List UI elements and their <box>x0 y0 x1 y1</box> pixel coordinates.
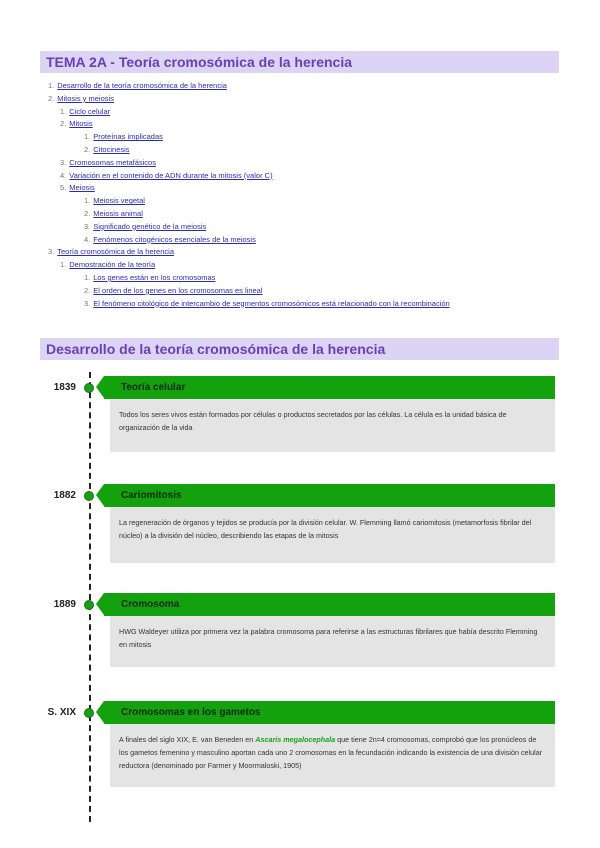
table-of-contents <box>48 80 568 310</box>
event-year: 1889 <box>53 599 76 610</box>
toc-item[interactable]: 3. Cromosomas metafásicos <box>60 157 156 167</box>
toc-item[interactable]: 1. Meiosis vegetal <box>84 196 145 206</box>
toc-link[interactable]: Ciclo celular <box>69 106 111 116</box>
event-title: Cromosomas en los gametos <box>104 701 555 724</box>
toc-link[interactable]: Significado genético de la meiosis <box>93 221 207 231</box>
toc-item[interactable]: 1. Ciclo celular <box>60 106 111 116</box>
toc-item[interactable]: 2. Mitosis <box>60 119 93 129</box>
species-name: Ascaris megalocephala <box>255 735 336 744</box>
timeline-dot-icon <box>84 600 94 610</box>
toc-item[interactable]: 2. Meiosis animal <box>84 208 143 218</box>
toc-link[interactable]: Meiosis <box>69 183 95 193</box>
toc-link[interactable]: El orden de los genes en los cromosomas es lineal <box>93 285 263 295</box>
toc-item[interactable]: 1. Demostración de la teoría <box>60 260 156 270</box>
toc-link[interactable]: Cromosomas metafásicos <box>69 157 156 167</box>
toc-item[interactable]: 1. Los genes están en los cromosomas <box>84 272 216 282</box>
event-description: La regeneración de órganos y tejidos se producía por la división celular. W. Flemming llamó cariomitosis (metamorfosis fibrilar del núcleo) a la división del núcleo, describiendo las etapas de la mitosis <box>110 507 555 563</box>
section-title: Desarrollo de la teoría cromosómica de la herencia <box>40 338 559 360</box>
toc-link[interactable]: Los genes están en los cromosomas <box>93 272 216 282</box>
toc-link[interactable]: Meiosis vegetal <box>93 196 145 206</box>
event-year: 1882 <box>53 490 76 501</box>
event-title: Cariomitosis <box>104 484 555 507</box>
toc-link[interactable]: Mitosis y meiosis <box>57 93 114 103</box>
toc-item[interactable]: 2. Mitosis y meiosis <box>48 93 114 103</box>
toc-link[interactable]: Demostración de la teoría <box>69 260 156 270</box>
toc-link[interactable]: Meiosis animal <box>93 208 143 218</box>
event-description: HWG Waldeyer utiliza por primera vez la palabra cromosoma para referirse a las estructuras fibrilares que había descrito Flemming en mitosis <box>110 616 555 667</box>
toc-item[interactable]: 5. Meiosis <box>60 183 95 193</box>
event-description: Todos los seres vivos están formados por células o productos secretados por las células. La célula es la unidad básica de organización de la vida <box>110 399 555 452</box>
toc-item[interactable]: 4. Fenómenos citogénicos esenciales de la meiosis <box>84 234 256 244</box>
timeline-dot-icon <box>84 383 94 393</box>
toc-item[interactable]: 3. El fenómeno citológico de intercambio de segmentos cromosómicos está relacionado con la recombinación <box>84 298 450 308</box>
toc-item[interactable]: 3. Teoría cromosómica de la herencia <box>48 247 174 257</box>
event-title: Teoría celular <box>104 376 555 399</box>
event-year: 1839 <box>53 382 76 393</box>
toc-item[interactable]: 4. Variación en el contenido de ADN durante la mitosis (valor C) <box>60 170 273 180</box>
toc-link[interactable]: Mitosis <box>69 119 93 129</box>
timeline-dot-icon <box>84 708 94 718</box>
timeline-axis <box>89 372 91 822</box>
toc-item[interactable]: 2. El orden de los genes en los cromosomas es lineal <box>84 285 263 295</box>
toc-link[interactable]: Variación en el contenido de ADN durante la mitosis (valor C) <box>69 170 273 180</box>
page-title: TEMA 2A - Teoría cromosómica de la herencia <box>40 51 559 73</box>
toc-item[interactable]: 2. Citocinesis <box>84 144 130 154</box>
toc-item[interactable]: 3. Significado genético de la meiosis <box>84 221 207 231</box>
timeline-dot-icon <box>84 491 94 501</box>
toc-link[interactable]: El fenómeno citológico de intercambio de segmentos cromosómicos está relacionado con la recombinación <box>93 298 450 308</box>
toc-link[interactable]: Teoría cromosómica de la herencia <box>57 247 174 257</box>
event-year: S. XIX <box>47 707 76 718</box>
event-description: A finales del siglo XIX, E. van Beneden en Ascaris megalocephala que tiene 2n=4 cromosomas, comprobó que los pronúcleos de los gametos femenino y masculino aportan cada uno 2 cromosomas en la fecundación indicando la existencia de una división celular reductora (denominado por Farmer y Moormaloski, 1905) <box>110 724 555 787</box>
toc-link[interactable]: Desarrollo de la teoría cromosómica de la herencia <box>57 81 227 90</box>
toc-link[interactable]: Citocinesis <box>93 144 130 154</box>
toc-item[interactable]: 1. Proteínas implicadas <box>84 132 163 142</box>
toc-link[interactable]: Fenómenos citogénicos esenciales de la meiosis <box>93 234 256 244</box>
toc-link[interactable]: Proteínas implicadas <box>93 132 163 142</box>
event-title: Cromosoma <box>104 593 555 616</box>
toc-item[interactable]: 1. Desarrollo de la teoría cromosómica de la herencia <box>48 81 227 90</box>
